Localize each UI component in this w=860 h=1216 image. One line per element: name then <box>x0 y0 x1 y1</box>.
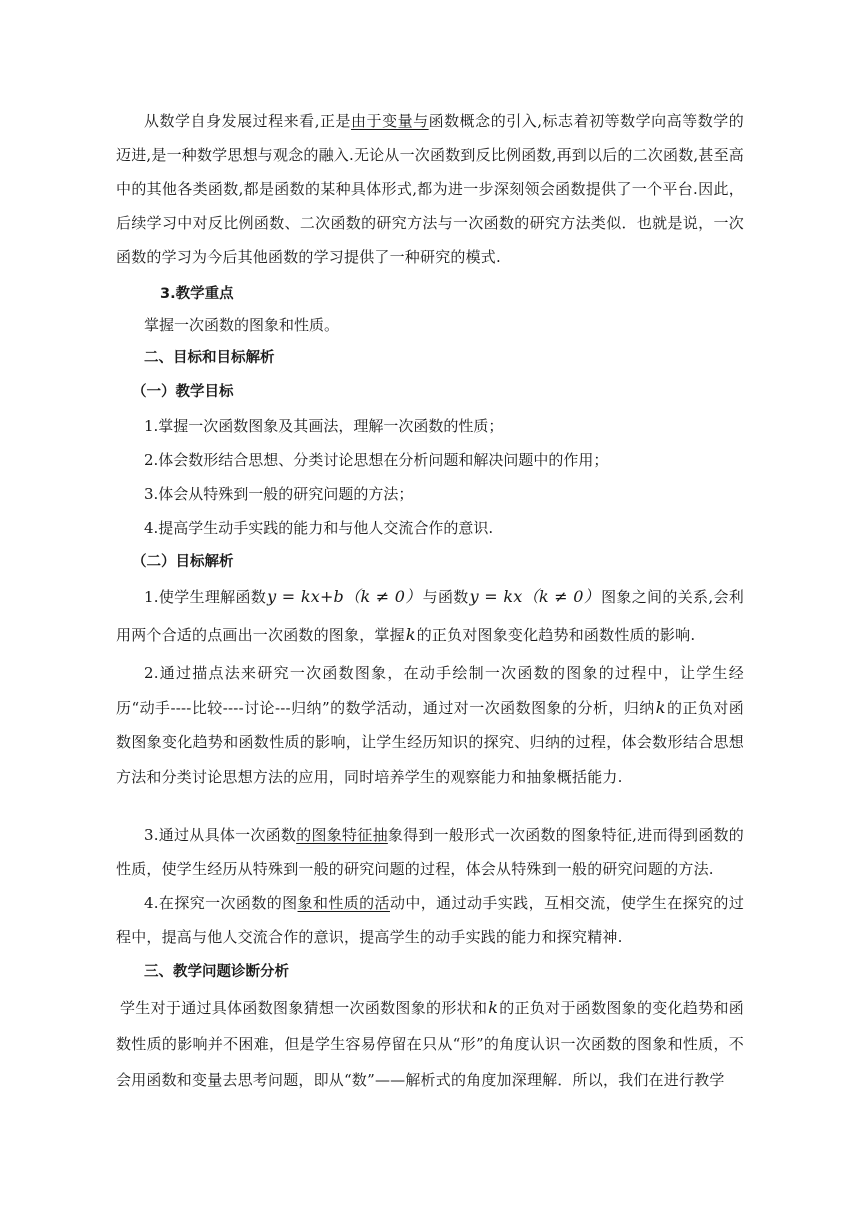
underlined-text: 的图象特征抽 <box>296 826 388 844</box>
analysis-item-2 <box>116 656 744 794</box>
goal-item: 1.掌握一次函数图象及其画法，理解一次函数的性质； <box>144 417 504 435</box>
text: 动中，通过动手实践，互相交流，使学生在探究的过程中，提高与他人交流合作的意识，提高学生的动手实践的能力和探究精神. <box>116 894 745 946</box>
heading-teaching-focus: 3.教学重点 <box>160 286 234 302</box>
analysis-item-4 <box>116 886 744 954</box>
text: 的正负对图象变化趋势和函数性质的影响. <box>416 626 696 644</box>
underlined-text: 象和性质的活 <box>297 894 390 912</box>
text: 3.通过从具体一次函数 <box>144 826 297 844</box>
variable-k: k <box>655 697 666 717</box>
subheading-goal-analysis: （二）目标解析 <box>132 554 234 570</box>
text: 2.通过描点法来研究一次函数图象，在动手绘制一次函数的图象的过程中，让学生经历“动手----比较----讨论---归纳”的数学活动，通过对一次函数图象的分析，归纳 <box>116 664 744 717</box>
formula-proportional-function: y = kx（k ≠ 0） <box>469 587 601 606</box>
text: 的正负对于函数图象的变化趋势和函数性质的影响并不困难，但是学生容易停留在只从“形”的角度认识一次函数的图象和性质，不会用函数和变量去思考问题，即从“数”——解析式的角度加深理解．所以，我们在进行教学 <box>116 999 744 1089</box>
text: 4.在探究一次函数的图 <box>144 894 298 912</box>
goal-item: 2.体会数形结合思想、分类讨论思想在分析问题和解决问题中的作用； <box>144 451 609 469</box>
underlined-text: 由于变量与 <box>351 112 429 130</box>
variable-k: k <box>405 625 416 644</box>
formula-linear-function: y = kx+b（k ≠ 0） <box>267 587 422 606</box>
section-heading-goals: 二、目标和目标解析 <box>144 350 275 366</box>
text: 学生对于通过具体函数图象猜想一次函数图象的形状和 <box>120 999 488 1017</box>
text: 从数学自身发展过程来看,正是 <box>144 112 352 130</box>
text: 象得到一般形式一次函数的图象特征,进而得到函数的性质，使学生经历从特殊到一般的研究问题的过程，体会从特殊到一般的研究问题的方法. <box>116 826 745 878</box>
goal-item: 4.提高学生动手实践的能力和与他人交流合作的意识. <box>144 519 494 537</box>
analysis-item-1 <box>116 578 744 654</box>
variable-k: k <box>488 998 499 1017</box>
text: 的正负对函数图象变化趋势和函数性质的影响，让学生经历知识的探究、归纳的过程，体会数形结合思想方法和分类讨论思想方法的应用，同时培养学生的观察能力和抽象概括能力. <box>116 698 744 786</box>
section-heading-diagnosis: 三、教学问题诊断分析 <box>144 964 289 980</box>
text: 图象之间的关系,会利用两个合适的点画出一次函数的图象，掌握 <box>116 588 744 644</box>
text: 函数概念的引入,标志着初等数学向高等数学的迈进,是一种数学思想与观念的融入.无论从一次函数到反比例函数,再到以后的二次函数,甚至高中的其他各类函数,都是函数的某种具体形式,都为进一步深刻领会函数提供了一个平台.因此，后续学习中对反比例函数、二次函数的研究方法与一次函数的研究方法类似．也就是说，一次函数的学习为今后其他函数的学习提供了一种研究的模式. <box>116 112 744 266</box>
text: 1.使学生理解函数 <box>144 588 267 606</box>
teaching-focus-text: 掌握一次函数的图象和性质。 <box>144 316 340 334</box>
text: 与函数 <box>422 588 469 606</box>
diagnosis-paragraph <box>116 990 744 1098</box>
paragraph-intro <box>116 104 744 274</box>
analysis-item-3 <box>116 818 744 886</box>
subheading-teaching-goals: （一）教学目标 <box>132 384 234 400</box>
goal-item: 3.体会从特殊到一般的研究问题的方法； <box>144 485 414 503</box>
